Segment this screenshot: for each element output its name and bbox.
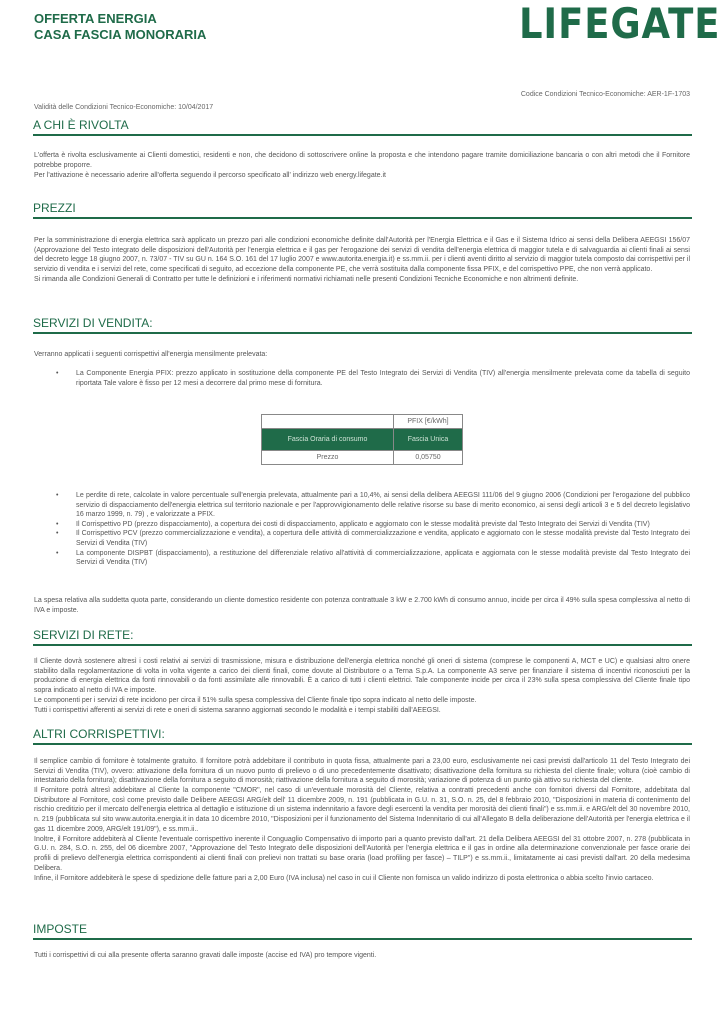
section-imposte-text: Tutti i corrispettivi di cui alla presente offerta saranno gravati dalle imposte (accise ed IVA) pro tempore vigenti. (34, 952, 377, 959)
table-header-cell: Fascia Unica (393, 429, 462, 451)
list-item: • Il Corrispettivo PD (prezzo dispacciamento), a copertura dei costi di dispacciamento, applicato e aggiornato con le stesse modalità previste dal Testo Integrato dei Servizi di Vendita (TIV) (56, 520, 690, 530)
conditions-code: Codice Condizioni Tecnico-Economiche: AER-1F-1703 (520, 91, 690, 98)
paragraph: Si rimanda alle Condizioni Generali di Contratto per tutte le definizioni e i riferimenti normativi richiamati nelle presenti Condizioni Tecniche Economiche e non altrimenti definite. (34, 275, 579, 283)
vendita-bullets-2 (56, 491, 690, 568)
list-item: • La Componente Energia PFIX: prezzo applicato in sostituzione della componente PE del Testo Integrato dei Servizi di Vendita (TIV) all'energia mensilmente prelevata come da tabella di seguito riportata Tale valore è fisso per 12 mesi a decorrere dal primo mese di fornitura. (56, 369, 690, 388)
table-header-row (262, 429, 463, 451)
list-item: • La componente DISPBT (dispacciamento), a restituzione del differenziale relativo all'attività di commercializzazione, applicata e aggiornata con le stesse modalità previste dal Testo Integrato dei Servizi di Vendita (TIV) (56, 549, 690, 568)
section-heading-chi: A CHI È RIVOLTA (33, 118, 692, 136)
title-line-1: OFFERTA ENERGIA (34, 11, 157, 26)
vendita-intro: Verranno applicati i seguenti corrispettivi all'energia mensilmente prelevata: (34, 351, 268, 358)
section-heading-imposte: IMPOSTE (33, 922, 692, 940)
paragraph: Il Fornitore potrà altresì addebitare al Cliente la componente "CMOR", nel caso di un'eventuale morosità del Cliente, relativa a contratti precedenti anche con fornitori diversi dal Fornitore, addebitata dal Distributore al Fornitore, così come previsto dalle Delibere AEEGSI ARG/elt dell' 11 dicembre 2009, n. 191 (pubblicata in G.U. n. 31, S.O. n. 25, del 8 febbraio 2010, "Disposizioni in materia di contenimento del rischio creditizio per il mercato dell'energia elettrica al dettaglio e istituzione di un sistema indennitario a favore degli esercenti la vendita per morosità dei clienti finali") e ss.mm.ii. e ARG/elt del 30 novembre 2010, n. 219 (pubblicata sul sito www.autorita.energia.it in data 10 dicembre 2010, "Disposizioni per il funzionamento del Sistema Indennitario di cui all'Allegato B della deliberazione dell'Autorità per l'energia elettrica e il gas 11 dicembre 2009, ARG/elt 191/09"), e ss.mm.ii.. (34, 787, 690, 833)
section-heading-altri: ALTRI CORRISPETTIVI: (33, 727, 692, 745)
section-altri-text (34, 757, 690, 884)
table-header-cell: Fascia Oraria di consumo (262, 429, 394, 451)
paragraph: Per l'attivazione è necessario aderire all'offerta seguendo il percorso specificato all' indirizzo web energy.lifegate.it (34, 171, 386, 179)
section-rete-text (34, 657, 690, 716)
paragraph: Le componenti per i servizi di rete incidono per circa il 51% sulla spesa complessiva del Cliente finale tipo sopra indicato al netto delle imposte. (34, 696, 477, 704)
section-prezzi-text (34, 236, 690, 285)
title-line-2: CASA FASCIA MONORARIA (34, 27, 207, 42)
section-chi-text (34, 151, 690, 181)
section-heading-rete: SERVIZI DI RETE: (33, 628, 692, 646)
paragraph: Inoltre, il Fornitore addebiterà al Cliente l'eventuale corrispettivo inerente il Conguaglio Compensativo di importo pari a quanto previsto dall'art. 21 della Delibera AEEGSI del 31 ottobre 2007, n. 278 (pubblicata in G.U. n. 284, S.O. n. 255, del 06 dicembre 2007, "Approvazione del Testo Integrato delle disposizioni dell'Autorità per l'energia elettrica e il gas in ordine alla determinazione convenzionale per fasce orarie dei profili di prelievo dell'energia elettrica corrispondenti ai clienti finali con prelievi non trattati su base oraria (load profiling per fasce) – TILP") e ss.mm.ii., limitatamente ai casi previsti dall'art. 20 della medesima Delibera. (34, 835, 690, 872)
paragraph: Il Cliente dovrà sostenere altresì i costi relativi ai servizi di trasmissione, misura e distribuzione dell'energia elettrica nonché gli oneri di sistema (comprese le componenti A, MCT e UC) e qualsiasi altro onere stabilito dalla regolamentazione di volta in volta vigente a carico dei clienti finali, come dovute al Distributore o a Terna S.p.A. La componente A3 serve per finanziare il sistema di incentivi riconosciuti per la produzione di energia elettrica da fonti rinnovabili o da fonti assimilate alle rinnovabili. È a carico di tutti i clienti elettrici. Tale componente incide per circa il 23% sulla spesa complessiva del Cliente finale tipo sopra indicato al netto di IVA e imposte. (34, 658, 690, 694)
paragraph: Il semplice cambio di fornitore è totalmente gratuito. Il fornitore potrà addebitare il contributo in quota fissa, attualmente pari a 23,00 euro, esclusivamente nei casi previsti dall'articolo 11 del Testo Integrato dei Servizi di Vendita (TIV), ovvero: attivazione della fornitura di un nuovo punto di prelievo o di uno precedentemente disattivato; disattivazione della fornitura su richiesta del cliente finale; voltura (cioè cambio di intestatario della fornitura); disattivazione della fornitura a seguito di morosità; riattivazione della fornitura a seguito di morosità; variazione di potenza di un punto già attivo su richiesta del cliente. (34, 758, 690, 785)
price-table (261, 414, 463, 465)
table-cell: 0,05750 (393, 451, 462, 465)
list-item: • Le perdite di rete, calcolate in valore percentuale sull'energia prelevata, attualmente pari a 10,4%, ai sensi della delibera AEEGSI 111/06 del 9 giugno 2006 (Condizioni per l'erogazione del pubblico servizio di dispacciamento dell'energia elettrica sul territorio nazionale e per l'approvvigionamento delle relative risorse su base di merito economico, ai sensi degli articoli 3 e 5 del decreto legislativo 16 marzo 1999, n. 79) , e valorizzate a PFIX. (56, 491, 690, 520)
list-item: • Il Corrispettivo PCV (prezzo commercializzazione e vendita), a copertura delle attività di commercializzazione e vendita, applicato e aggiornato con le stesse modalità previste dal Testo Integrato dei Servizi di Vendita (TIV) (56, 529, 690, 548)
table-cell: Prezzo (262, 451, 394, 465)
lifegate-logo: LIFEGATE (519, 0, 721, 48)
paragraph: Tutti i corrispettivi afferenti ai servizi di rete e oneri di sistema saranno aggiornati secondo le modalità e i tempi stabiliti dall'AEEGSI. (34, 706, 441, 714)
paragraph: Per la somministrazione di energia elettrica sarà applicato un prezzo pari alle condizioni economiche definite dall'Autorità per l'Energia Elettrica e il Gas e il Sistema Idrico ai sensi della Delibera AEEGSI 156/07 (Approvazione del Testo integrato delle disposizioni dell'Autorità per l'energia elettrica e il gas per l'erogazione dei servizi di vendita dell'energia elettrica di maggior tutela e di salvaguardia ai clienti finali ai sensi del decreto legge 18 giugno 2007, n. 73/07 - TIV su GU n. 164 S.O. 161 del 17 luglio 2007 e www.autorita.energia.it) e ss.mm.ii. per i clienti aventi diritto al servizio di maggior tutela composto dai corrispettivi per il servizio di vendita e i servizi del rete, come specificati di seguito, ad eccezione della componente PE, che verrà sostituita dalla componente fissa PFIX, e del corrispettivo PPE, che non verrà applicato. (34, 237, 690, 273)
section-heading-prezzi: PREZZI (33, 201, 692, 219)
section-heading-vendita: SERVIZI DI VENDITA: (33, 316, 692, 334)
table-row (262, 451, 463, 465)
paragraph: L'offerta è rivolta esclusivamente ai Clienti domestici, residenti e non, che decidono di sottoscrivere online la proposta e che intendono pagare tramite domiciliazione bancaria o con altri metodi che il Fornitore potrebbe proporre. (34, 152, 690, 169)
vendita-bullets-1 (56, 369, 690, 388)
table-title: PFIX [€/kWh] (393, 415, 462, 429)
paragraph: Infine, il Fornitore addebiterà le spese di spedizione delle fatture pari a 2,00 Euro (IVA inclusa) nel caso in cui il Cliente non fornisca un valido indirizzo di posta elettronica o abbia scelto l'invio cartaceo. (34, 874, 654, 882)
document-title (34, 11, 206, 43)
validity-date: Validità delle Condizioni Tecnico-Economiche: 10/04/2017 (34, 104, 214, 111)
vendita-closing: La spesa relativa alla suddetta quota parte, considerando un cliente domestico residente con potenza contrattuale 3 kW e 2.700 kWh di consumo annuo, incide per circa il 49% sulla spesa complessiva al netto di IVA e imposte. (34, 597, 690, 614)
table-title-row (262, 415, 463, 429)
